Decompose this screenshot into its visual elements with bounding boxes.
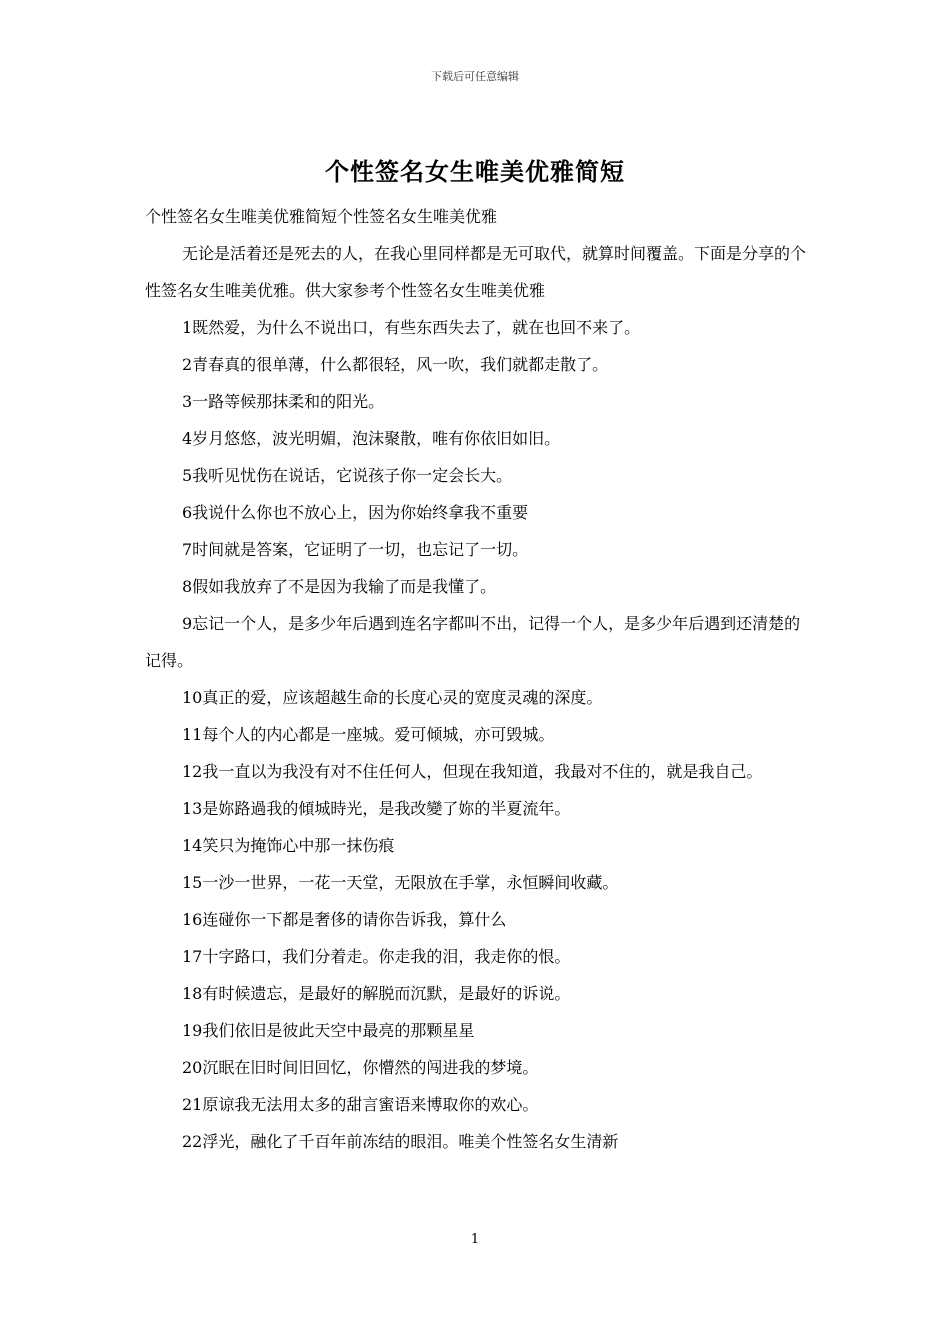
list-item: 14笑只为掩饰心中那一抹伤痕 <box>182 836 395 855</box>
list-item: 21原谅我无法用太多的甜言蜜语来博取你的欢心。 <box>182 1095 539 1114</box>
list-item: 17十字路口，我们分着走。你走我的泪，我走你的恨。 <box>182 947 571 966</box>
subtitle-line: 个性签名女生唯美优雅简短个性签名女生唯美优雅 <box>145 207 498 226</box>
page-number: 1 <box>470 1232 480 1247</box>
document-title: 个性签名女生唯美优雅简短 <box>325 157 625 186</box>
document-body <box>145 198 807 1160</box>
list-item: 20沉眠在旧时间旧回忆，你懵然的闯进我的梦境。 <box>182 1058 539 1077</box>
list-item: 4岁月悠悠，波光明媚，泡沫聚散，唯有你依旧如旧。 <box>182 429 561 448</box>
intro-paragraph: 无论是活着还是死去的人，在我心里同样都是无可取代，就算时间覆盖。下面是分享的个性签名女生唯美优雅。供大家参考个性签名女生唯美优雅 <box>145 244 807 300</box>
list-item: 16连碰你一下都是奢侈的请你告诉我，算什么 <box>182 910 507 929</box>
list-item: 7时间就是答案，它证明了一切，也忘记了一切。 <box>182 540 529 559</box>
list-item: 1既然爱，为什么不说出口，有些东西失去了，就在也回不来了。 <box>182 318 641 337</box>
list-item: 8假如我放弃了不是因为我输了而是我懂了。 <box>182 577 497 596</box>
list-item: 11每个人的内心都是一座城。爱可倾城，亦可毁城。 <box>182 725 555 744</box>
list-item: 22浮光，融化了千百年前冻结的眼泪。唯美个性签名女生清新 <box>182 1132 619 1151</box>
list-item: 13是妳路過我的傾城時光，是我改變了妳的半夏流年。 <box>182 799 571 818</box>
list-item: 19我们依旧是彼此天空中最亮的那颗星星 <box>182 1021 475 1040</box>
list-item: 9忘记一个人，是多少年后遇到连名字都叫不出，记得一个人，是多少年后遇到还清楚的记得。 <box>145 614 801 670</box>
list-item: 5我听见忧伤在说话，它说孩子你一定会长大。 <box>182 466 513 485</box>
list-item: 12我一直以为我没有对不住任何人，但现在我知道，我最对不住的，就是我自己。 <box>182 762 763 781</box>
list-item: 6我说什么你也不放心上，因为你始终拿我不重要 <box>182 503 529 522</box>
list-item: 15一沙一世界，一花一天堂，无限放在手掌，永恒瞬间收藏。 <box>182 873 619 892</box>
list-item: 3一路等候那抹柔和的阳光。 <box>182 392 385 411</box>
list-item: 10真正的爱，应该超越生命的长度心灵的宽度灵魂的深度。 <box>182 688 603 707</box>
list-item: 2青春真的很单薄，什么都很轻，风一吹，我们就都走散了。 <box>182 355 609 374</box>
list-item: 18有时候遗忘，是最好的解脱而沉默，是最好的诉说。 <box>182 984 571 1003</box>
page-header-note: 下载后可任意编辑 <box>431 70 519 83</box>
